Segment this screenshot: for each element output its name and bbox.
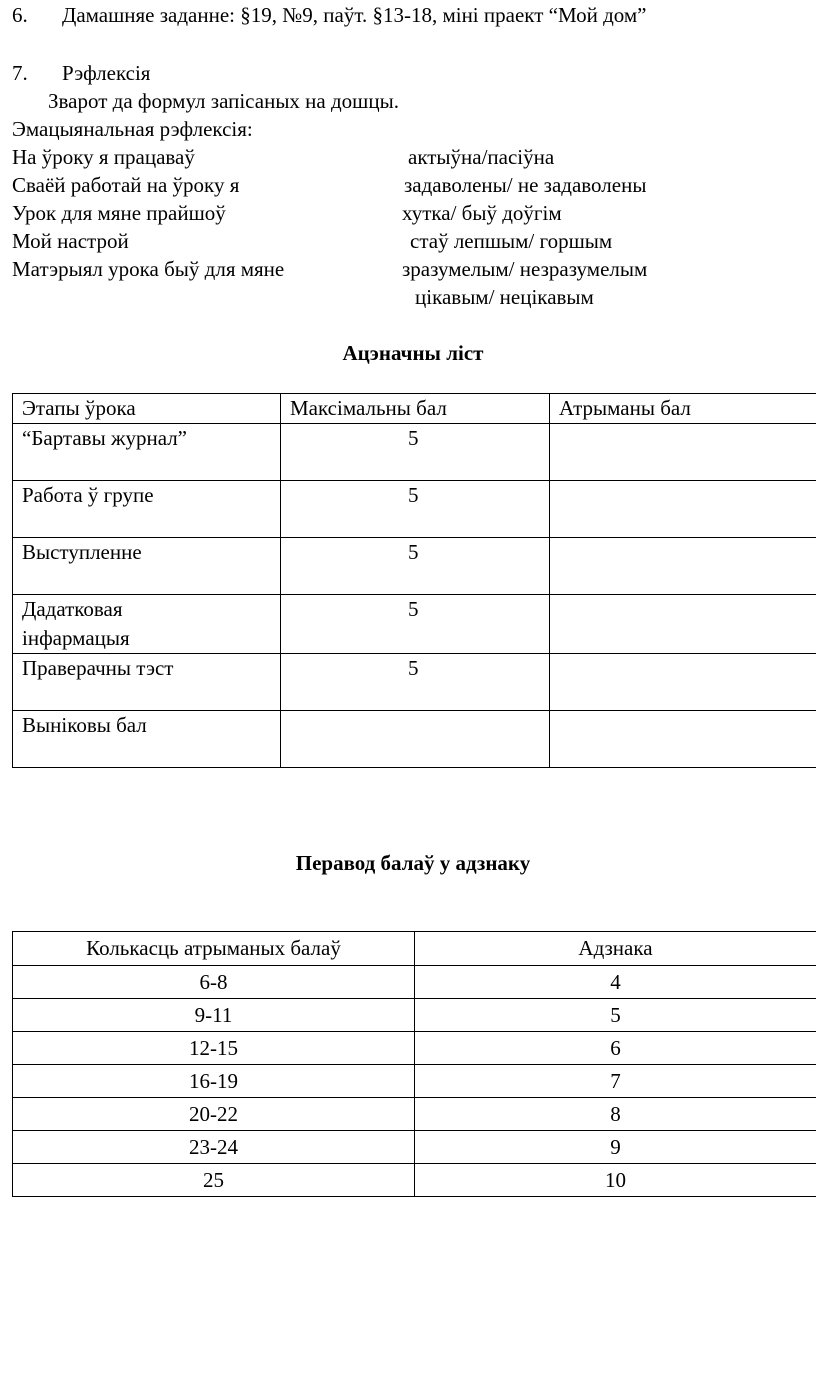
column-header: Адзнака (415, 932, 816, 966)
table-row (13, 1098, 816, 1131)
received-score-cell[interactable] (550, 424, 816, 481)
max-score-value: 5 (408, 426, 419, 450)
reflection-row-left: На ўроку я працаваў (12, 145, 195, 169)
max-score-value: 5 (408, 540, 419, 564)
column-header: Этапы ўрока (13, 394, 281, 424)
max-score-cell (281, 424, 550, 481)
grade-cell: 4 (415, 966, 816, 999)
max-score-cell (281, 595, 550, 654)
max-score-value: 5 (408, 483, 419, 507)
column-header: Колькасць атрыманых балаў (13, 932, 415, 966)
reflection-row-right: задаволены/ не задаволены (404, 173, 647, 197)
table-row (13, 595, 816, 654)
reflection-row-right: стаў лепшым/ горшым (410, 229, 613, 253)
table-row (13, 424, 816, 481)
table-row (13, 966, 816, 999)
points-cell: 16-19 (13, 1065, 415, 1098)
table-row (13, 711, 816, 768)
stage-cell: Работа ў групе (13, 481, 281, 538)
received-score-cell[interactable] (550, 595, 816, 654)
reflection-row-right: хутка/ быў доўгім (402, 201, 562, 225)
table-header-row (13, 932, 816, 966)
reflection-row-left: Мой настрой (12, 229, 129, 253)
stage-cell: Выступленне (13, 538, 281, 595)
reflection-row-left: Матэрыял урока быў для мяне (12, 257, 285, 281)
reflection-title: Рэфлексія (62, 61, 151, 85)
homework-text: Дамашняе заданне: §19, №9, паўт. §13-18, міні праект “Мой дом” (62, 3, 647, 27)
table-row (13, 538, 816, 595)
grade-cell: 8 (415, 1098, 816, 1131)
reflection-subtitle: Зварот да формул запісаных на дошцы. (48, 89, 399, 113)
table-row (13, 481, 816, 538)
reflection-row-right: цікавым/ нецікавым (415, 285, 594, 309)
max-score-value: 5 (408, 656, 419, 680)
grade-cell: 6 (415, 1032, 816, 1065)
points-cell: 12-15 (13, 1032, 415, 1065)
table-row (13, 1065, 816, 1098)
points-cell: 9-11 (13, 999, 415, 1032)
points-cell: 20-22 (13, 1098, 415, 1131)
reflection-number: 7. (12, 61, 28, 85)
grade-cell: 9 (415, 1131, 816, 1164)
reflection-row-right: зразумелым/ незразумелым (402, 257, 648, 281)
grade-cell: 7 (415, 1065, 816, 1098)
grade-cell: 10 (415, 1164, 816, 1197)
column-header: Атрыманы бал (550, 394, 816, 424)
grade-conversion-table (12, 931, 816, 1197)
stage-cell: Дадатковая інфармацыя (13, 595, 281, 654)
stage-cell: Праверачны тэст (13, 654, 281, 711)
table-row (13, 1164, 816, 1197)
emotional-reflection-title: Эмацыянальная рэфлексія: (12, 117, 253, 141)
received-score-cell[interactable] (550, 538, 816, 595)
reflection-row-left: Урок для мяне прайшоў (12, 201, 226, 225)
max-score-cell (281, 481, 550, 538)
points-cell: 23-24 (13, 1131, 415, 1164)
received-score-cell[interactable] (550, 654, 816, 711)
grade-conversion-title: Перавод балаў у адзнаку (295, 851, 531, 875)
grade-cell: 5 (415, 999, 816, 1032)
points-cell: 6-8 (13, 966, 415, 999)
max-score-cell[interactable] (281, 711, 550, 768)
table-header-row (13, 394, 816, 424)
max-score-value: 5 (408, 597, 419, 621)
score-sheet-table (12, 393, 816, 768)
table-row (13, 1131, 816, 1164)
received-score-cell[interactable] (550, 711, 816, 768)
points-cell: 25 (13, 1164, 415, 1197)
score-sheet-title: Ацэначны ліст (342, 341, 484, 365)
reflection-row-left: Сваёй работай на ўроку я (12, 173, 240, 197)
column-header: Максімальны бал (281, 394, 550, 424)
received-score-cell[interactable] (550, 481, 816, 538)
stage-cell: Выніковы бал (13, 711, 281, 768)
table-row (13, 654, 816, 711)
table-row (13, 1032, 816, 1065)
max-score-cell (281, 654, 550, 711)
max-score-cell (281, 538, 550, 595)
reflection-row-right: актыўна/пасіўна (408, 145, 555, 169)
stage-cell: “Бартавы журнал” (13, 424, 281, 481)
homework-number: 6. (12, 3, 28, 27)
table-row (13, 999, 816, 1032)
